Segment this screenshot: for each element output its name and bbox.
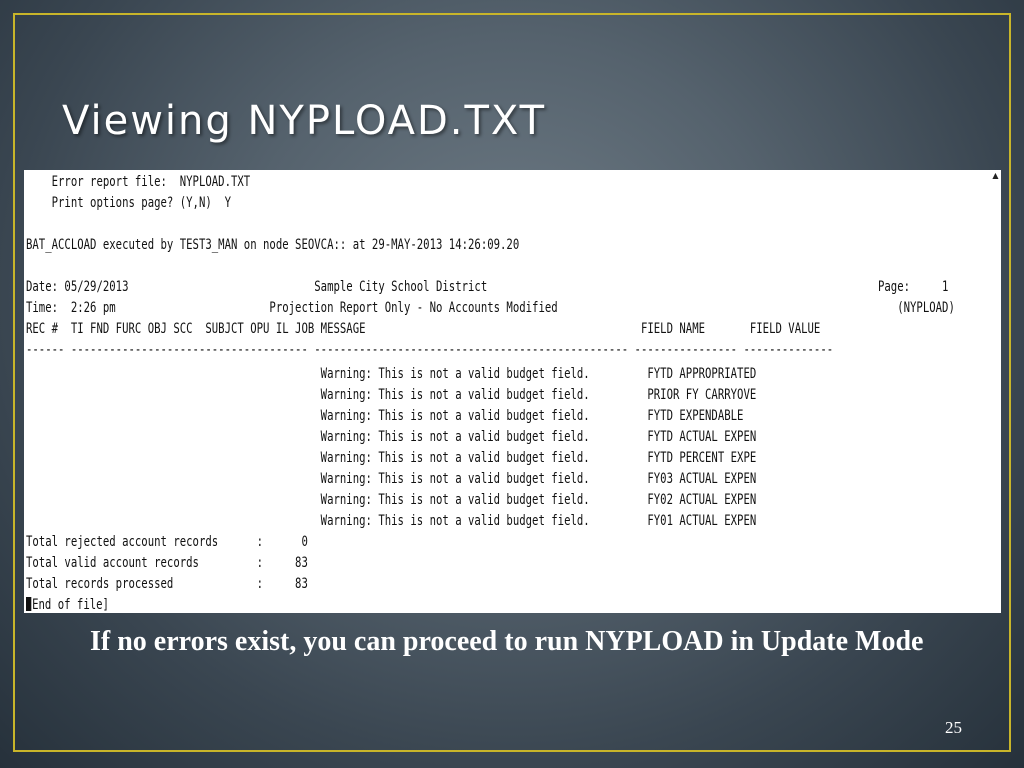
page-number: 25 — [945, 718, 962, 737]
warning-line: Warning: This is not a valid budget field. FY02 ACTUAL EXPEN — [26, 492, 757, 508]
warning-line: Warning: This is not a valid budget field. FY01 ACTUAL EXPEN — [26, 513, 757, 529]
scroll-up-arrow-icon[interactable]: ▲ — [992, 171, 999, 180]
warning-line: Warning: This is not a valid budget field. FY03 ACTUAL EXPEN — [26, 471, 757, 487]
slide-title: Viewing NYPLOAD.TXT — [62, 98, 547, 144]
end-of-file-line — [26, 597, 109, 613]
warning-line: Warning: This is not a valid budget field. PRIOR FY CARRYOVE — [26, 387, 757, 403]
end-of-file-text: End of file] — [32, 597, 109, 613]
warning-line: Warning: This is not a valid budget field. FYTD APPROPRIATED — [26, 366, 757, 382]
report-line: BAT_ACCLOAD executed by TEST3_MAN on node SEOVCA:: at 29-MAY-2013 14:26:09.20 — [26, 237, 520, 253]
warning-line: Warning: This is not a valid budget field. FYTD ACTUAL EXPEN — [26, 429, 757, 445]
total-line: Total records processed : 83 — [26, 576, 308, 592]
text-cursor — [26, 597, 31, 611]
separator-line: ------ ------------------------------------- ------------------------------------------------- ---------------- -------------- — [26, 342, 834, 358]
column-header-line: REC # TI FND FURC OBJ SCC SUBJCT OPU IL JOB MESSAGE FIELD NAME FIELD VALUE — [26, 321, 821, 337]
report-line: Print options page? (Y,N) Y — [26, 195, 231, 211]
report-line: Time: 2:26 pm Projection Report Only - No Accounts Modified (NYPLOAD) — [26, 300, 955, 316]
total-line: Total rejected account records : 0 — [26, 534, 308, 550]
report-line: Error report file: NYPLOAD.TXT — [26, 174, 251, 190]
terminal-screenshot — [24, 170, 1001, 613]
warning-line: Warning: This is not a valid budget field. FYTD PERCENT EXPE — [26, 450, 757, 466]
slide-caption: If no errors exist, you can proceed to run NYPLOAD in Update Mode — [90, 626, 924, 657]
total-line: Total valid account records : 83 — [26, 555, 308, 571]
warning-line: Warning: This is not a valid budget field. FYTD EXPENDABLE — [26, 408, 744, 424]
report-line: Date: 05/29/2013 Sample City School District Page: 1 — [26, 279, 949, 295]
